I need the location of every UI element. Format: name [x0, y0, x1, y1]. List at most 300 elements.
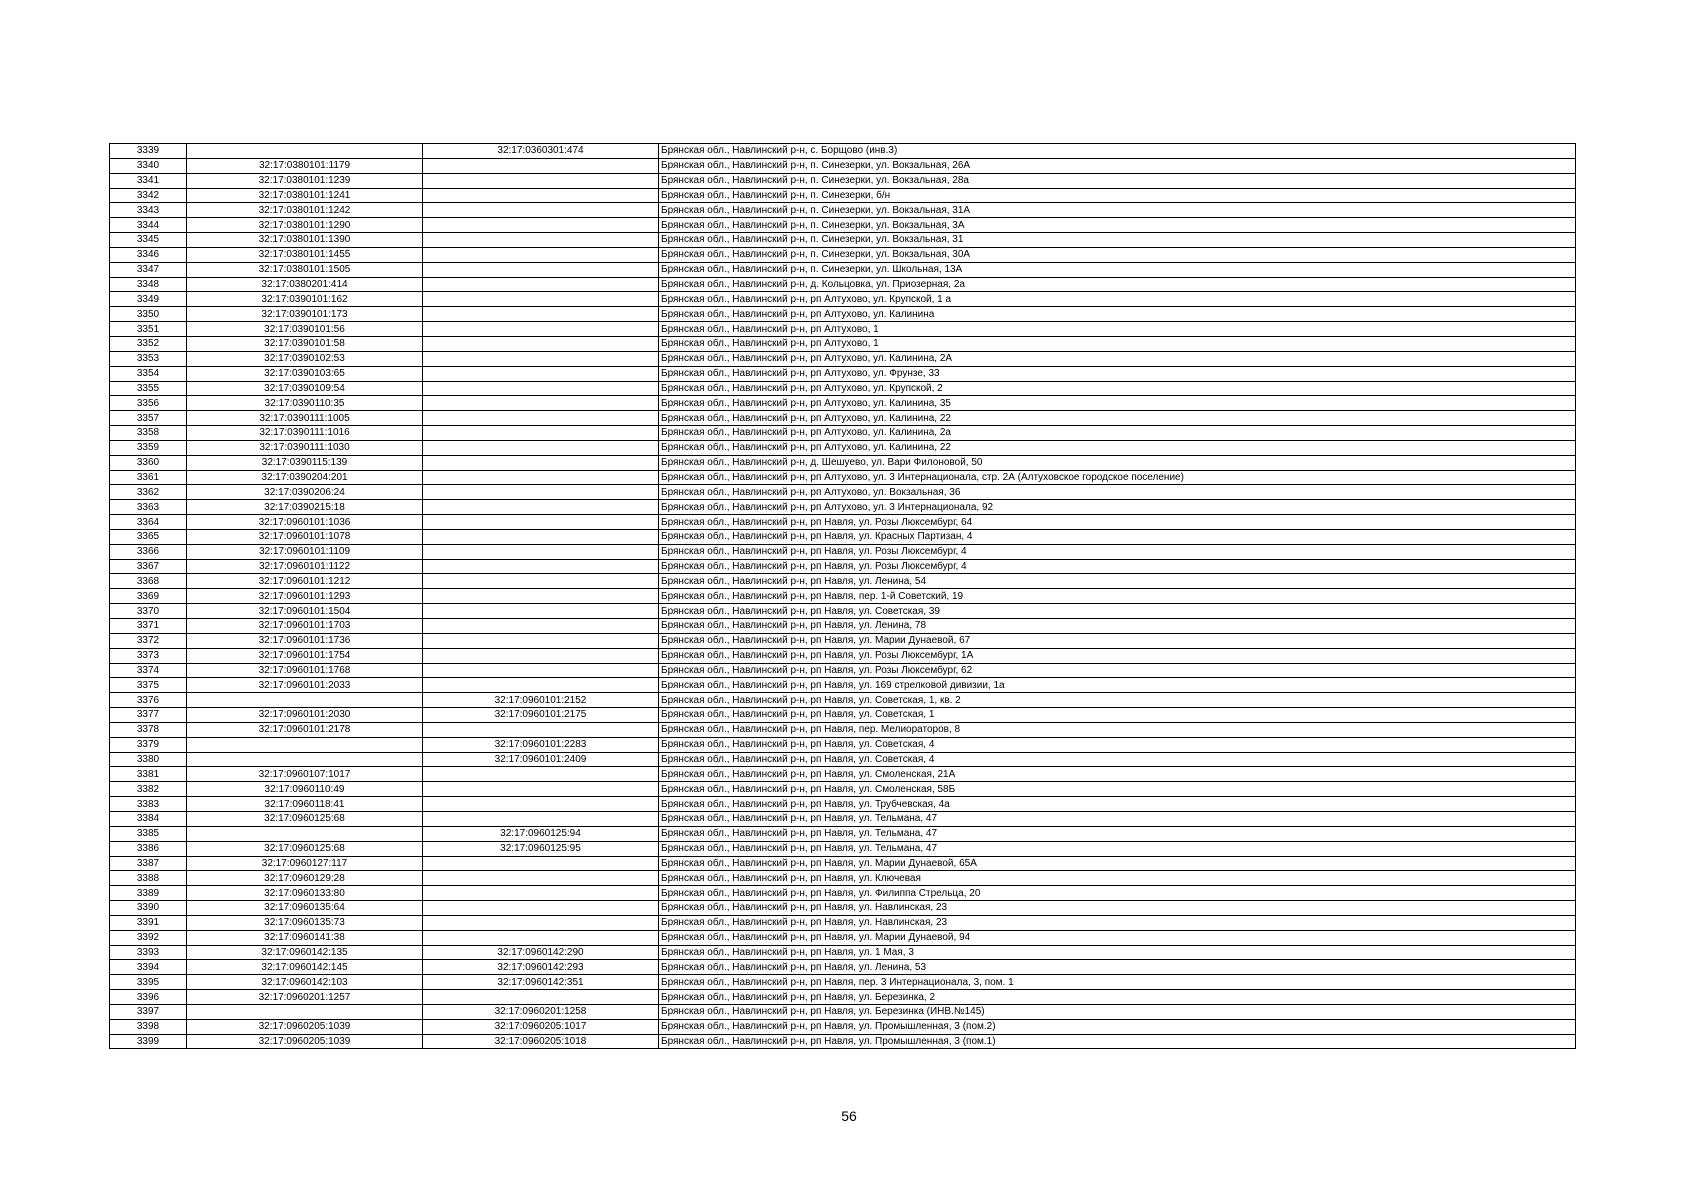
related-cadastral-number-cell: [423, 411, 659, 426]
address-cell: Брянская обл., Навлинский р-н, п. Синезерки, ул. Вокзальная, 3А: [659, 218, 1576, 233]
address-cell: Брянская обл., Навлинский р-н, рп Навля, ул. Березинка, 2: [659, 990, 1576, 1005]
cadastral-number-cell: 32:17:0960101:1078: [187, 529, 423, 544]
related-cadastral-number-cell: 32:17:0960101:2152: [423, 693, 659, 708]
address-cell: Брянская обл., Навлинский р-н, рп Алтухово, ул. Калинина, 35: [659, 396, 1576, 411]
table-row: [110, 960, 1576, 975]
related-cadastral-number-cell: [423, 722, 659, 737]
table-row: [110, 158, 1576, 173]
table-row: [110, 203, 1576, 218]
cadastral-number-cell: [187, 737, 423, 752]
cadastral-number-cell: 32:17:0960101:1736: [187, 633, 423, 648]
table-row: [110, 396, 1576, 411]
row-number-cell: 3362: [110, 485, 187, 500]
table-row: [110, 871, 1576, 886]
related-cadastral-number-cell: [423, 307, 659, 322]
cadastral-number-cell: [187, 752, 423, 767]
related-cadastral-number-cell: [423, 797, 659, 812]
cadastral-number-cell: 32:17:0960101:1703: [187, 619, 423, 634]
table-row: [110, 604, 1576, 619]
table-row: [110, 500, 1576, 515]
table-row: [110, 663, 1576, 678]
cadastral-number-cell: 32:17:0960205:1039: [187, 1019, 423, 1034]
related-cadastral-number-cell: 32:17:0960201:1258: [423, 1004, 659, 1019]
related-cadastral-number-cell: [423, 396, 659, 411]
page-number: 56: [841, 1108, 857, 1124]
row-number-cell: 3385: [110, 826, 187, 841]
address-cell: Брянская обл., Навлинский р-н, рп Навля, ул. Советская, 1, кв. 2: [659, 693, 1576, 708]
table-row: [110, 233, 1576, 248]
row-number-cell: 3354: [110, 366, 187, 381]
cadastral-number-cell: [187, 1004, 423, 1019]
address-cell: Брянская обл., Навлинский р-н, рп Навля, ул. Тельмана, 47: [659, 811, 1576, 826]
address-cell: Брянская обл., Навлинский р-н, рп Навля, ул. Розы Люксембург, 1А: [659, 648, 1576, 663]
row-number-cell: 3339: [110, 144, 187, 159]
cadastral-number-cell: 32:17:0390111:1030: [187, 440, 423, 455]
table-row: [110, 426, 1576, 441]
address-cell: Брянская обл., Навлинский р-н, рп Навля, ул. Ленина, 54: [659, 574, 1576, 589]
row-number-cell: 3351: [110, 322, 187, 337]
address-cell: Брянская обл., Навлинский р-н, рп Навля, ул. Марии Дунаевой, 65А: [659, 856, 1576, 871]
address-cell: Брянская обл., Навлинский р-н, рп Навля, ул. Розы Люксембург, 4: [659, 544, 1576, 559]
address-cell: Брянская обл., Навлинский р-н, рп Алтухово, ул. Вокзальная, 36: [659, 485, 1576, 500]
row-number-cell: 3353: [110, 351, 187, 366]
row-number-cell: 3364: [110, 515, 187, 530]
address-cell: Брянская обл., Навлинский р-н, рп Алтухово, ул. Крупской, 1 а: [659, 292, 1576, 307]
address-cell: Брянская обл., Навлинский р-н, рп Алтухово, ул. Фрунзе, 33: [659, 366, 1576, 381]
table-row: [110, 173, 1576, 188]
related-cadastral-number-cell: [423, 485, 659, 500]
related-cadastral-number-cell: [423, 633, 659, 648]
cadastral-number-cell: 32:17:0960101:1122: [187, 559, 423, 574]
related-cadastral-number-cell: [423, 559, 659, 574]
table-row: [110, 633, 1576, 648]
related-cadastral-number-cell: [423, 767, 659, 782]
row-number-cell: 3395: [110, 975, 187, 990]
table-row: [110, 1004, 1576, 1019]
related-cadastral-number-cell: [423, 544, 659, 559]
related-cadastral-number-cell: [423, 604, 659, 619]
cadastral-number-cell: 32:17:0960201:1257: [187, 990, 423, 1005]
cadastral-number-cell: 32:17:0960125:68: [187, 811, 423, 826]
address-cell: Брянская обл., Навлинский р-н, рп Алтухово, ул. Калинина, 2а: [659, 426, 1576, 441]
address-cell: Брянская обл., Навлинский р-н, рп Навля, ул. Промышленная, 3 (пом.1): [659, 1034, 1576, 1049]
related-cadastral-number-cell: [423, 589, 659, 604]
row-number-cell: 3375: [110, 678, 187, 693]
table-row: [110, 292, 1576, 307]
cadastral-number-cell: 32:17:0380101:1179: [187, 158, 423, 173]
address-cell: Брянская обл., Навлинский р-н, рп Навля, ул. 1 Мая, 3: [659, 945, 1576, 960]
address-cell: Брянская обл., Навлинский р-н, рп Навля, ул. Тельмана, 47: [659, 841, 1576, 856]
table-row: [110, 797, 1576, 812]
table-row: [110, 1019, 1576, 1034]
row-number-cell: 3360: [110, 455, 187, 470]
address-cell: Брянская обл., Навлинский р-н, с. Борщово (инв.3): [659, 144, 1576, 159]
row-number-cell: 3348: [110, 277, 187, 292]
table-row: [110, 455, 1576, 470]
row-number-cell: 3386: [110, 841, 187, 856]
cadastral-number-cell: 32:17:0390110:35: [187, 396, 423, 411]
row-number-cell: 3341: [110, 173, 187, 188]
related-cadastral-number-cell: 32:17:0960205:1017: [423, 1019, 659, 1034]
related-cadastral-number-cell: 32:17:0960142:351: [423, 975, 659, 990]
related-cadastral-number-cell: [423, 233, 659, 248]
address-cell: Брянская обл., Навлинский р-н, рп Алтухово, ул. Крупской, 2: [659, 381, 1576, 396]
related-cadastral-number-cell: [423, 619, 659, 634]
address-cell: Брянская обл., Навлинский р-н, рп Навля, ул. Смоленская, 21А: [659, 767, 1576, 782]
related-cadastral-number-cell: [423, 277, 659, 292]
row-number-cell: 3357: [110, 411, 187, 426]
cadastral-number-cell: 32:17:0960125:68: [187, 841, 423, 856]
address-cell: Брянская обл., Навлинский р-н, п. Синезерки, ул. Вокзальная, 30А: [659, 247, 1576, 262]
row-number-cell: 3366: [110, 544, 187, 559]
address-cell: Брянская обл., Навлинский р-н, п. Синезерки, ул. Школьная, 13А: [659, 262, 1576, 277]
row-number-cell: 3346: [110, 247, 187, 262]
row-number-cell: 3376: [110, 693, 187, 708]
table-row: [110, 262, 1576, 277]
cadastral-number-cell: 32:17:0390115:139: [187, 455, 423, 470]
related-cadastral-number-cell: [423, 871, 659, 886]
cadastral-number-cell: 32:17:0390101:173: [187, 307, 423, 322]
address-cell: Брянская обл., Навлинский р-н, рп Алтухово, ул. Калинина, 22: [659, 411, 1576, 426]
row-number-cell: 3344: [110, 218, 187, 233]
row-number-cell: 3342: [110, 188, 187, 203]
cadastral-number-cell: [187, 693, 423, 708]
row-number-cell: 3381: [110, 767, 187, 782]
related-cadastral-number-cell: [423, 426, 659, 441]
row-number-cell: 3396: [110, 990, 187, 1005]
address-cell: Брянская обл., Навлинский р-н, рп Алтухово, ул. 3 Интернационала, стр. 2А (Алтуховское городское поселение): [659, 470, 1576, 485]
address-cell: Брянская обл., Навлинский р-н, д. Шешуево, ул. Вари Филоновой, 50: [659, 455, 1576, 470]
related-cadastral-number-cell: [423, 856, 659, 871]
row-number-cell: 3373: [110, 648, 187, 663]
row-number-cell: 3389: [110, 886, 187, 901]
address-cell: Брянская обл., Навлинский р-н, рп Навля, ул. Навлинская, 23: [659, 915, 1576, 930]
address-cell: Брянская обл., Навлинский р-н, рп Навля, пер. 3 Интернационала, 3, пом. 1: [659, 975, 1576, 990]
cadastral-number-cell: 32:17:0960110:49: [187, 782, 423, 797]
address-cell: Брянская обл., Навлинский р-н, п. Синезерки, ул. Вокзальная, 31А: [659, 203, 1576, 218]
cadastral-number-cell: 32:17:0960142:103: [187, 975, 423, 990]
table-row: [110, 841, 1576, 856]
cadastral-number-cell: 32:17:0380201:414: [187, 277, 423, 292]
address-cell: Брянская обл., Навлинский р-н, п. Синезерки, б/н: [659, 188, 1576, 203]
row-number-cell: 3358: [110, 426, 187, 441]
row-number-cell: 3394: [110, 960, 187, 975]
cadastral-number-cell: 32:17:0960101:1768: [187, 663, 423, 678]
address-cell: Брянская обл., Навлинский р-н, рп Навля, ул. Навлинская, 23: [659, 901, 1576, 916]
related-cadastral-number-cell: [423, 574, 659, 589]
row-number-cell: 3398: [110, 1019, 187, 1034]
row-number-cell: 3340: [110, 158, 187, 173]
related-cadastral-number-cell: [423, 336, 659, 351]
related-cadastral-number-cell: [423, 886, 659, 901]
related-cadastral-number-cell: [423, 351, 659, 366]
related-cadastral-number-cell: [423, 515, 659, 530]
row-number-cell: 3378: [110, 722, 187, 737]
address-cell: Брянская обл., Навлинский р-н, рп Навля, ул. Советская, 1: [659, 708, 1576, 723]
related-cadastral-number-cell: [423, 915, 659, 930]
cadastral-number-cell: 32:17:0390101:56: [187, 322, 423, 337]
row-number-cell: 3391: [110, 915, 187, 930]
related-cadastral-number-cell: [423, 440, 659, 455]
address-cell: Брянская обл., Навлинский р-н, рп Навля, ул. Красных Партизан, 4: [659, 529, 1576, 544]
related-cadastral-number-cell: [423, 188, 659, 203]
row-number-cell: 3343: [110, 203, 187, 218]
address-cell: Брянская обл., Навлинский р-н, рп Навля, ул. Ленина, 53: [659, 960, 1576, 975]
related-cadastral-number-cell: [423, 470, 659, 485]
cadastral-number-cell: [187, 826, 423, 841]
cadastral-number-cell: 32:17:0960107:1017: [187, 767, 423, 782]
related-cadastral-number-cell: 32:17:0960205:1018: [423, 1034, 659, 1049]
row-number-cell: 3347: [110, 262, 187, 277]
related-cadastral-number-cell: [423, 322, 659, 337]
cadastral-number-cell: 32:17:0390101:58: [187, 336, 423, 351]
cadastral-number-cell: 32:17:0960101:1293: [187, 589, 423, 604]
address-cell: Брянская обл., Навлинский р-н, рп Навля, пер. 1-й Советский, 19: [659, 589, 1576, 604]
related-cadastral-number-cell: 32:17:0960125:94: [423, 826, 659, 841]
table-row: [110, 470, 1576, 485]
table-row: [110, 886, 1576, 901]
row-number-cell: 3356: [110, 396, 187, 411]
row-number-cell: 3380: [110, 752, 187, 767]
row-number-cell: 3382: [110, 782, 187, 797]
row-number-cell: 3388: [110, 871, 187, 886]
row-number-cell: 3390: [110, 901, 187, 916]
cadastral-number-cell: 32:17:0960101:2178: [187, 722, 423, 737]
table-row: [110, 856, 1576, 871]
row-number-cell: 3393: [110, 945, 187, 960]
cadastral-number-cell: 32:17:0960127:117: [187, 856, 423, 871]
row-number-cell: 3370: [110, 604, 187, 619]
cadastral-number-cell: 32:17:0960205:1039: [187, 1034, 423, 1049]
row-number-cell: 3369: [110, 589, 187, 604]
related-cadastral-number-cell: 32:17:0960125:95: [423, 841, 659, 856]
cadastral-number-cell: 32:17:0380101:1241: [187, 188, 423, 203]
table-row: [110, 247, 1576, 262]
table-row: [110, 589, 1576, 604]
related-cadastral-number-cell: 32:17:0960101:2175: [423, 708, 659, 723]
address-cell: Брянская обл., Навлинский р-н, рп Навля, ул. Советская, 39: [659, 604, 1576, 619]
table-row: [110, 440, 1576, 455]
table-row: [110, 693, 1576, 708]
cadastral-number-cell: 32:17:0960142:135: [187, 945, 423, 960]
address-cell: Брянская обл., Навлинский р-н, рп Навля, ул. Марии Дунаевой, 94: [659, 930, 1576, 945]
address-cell: Брянская обл., Навлинский р-н, рп Навля, ул. Ключевая: [659, 871, 1576, 886]
related-cadastral-number-cell: [423, 173, 659, 188]
registry-table: [109, 143, 1576, 1049]
row-number-cell: 3371: [110, 619, 187, 634]
row-number-cell: 3383: [110, 797, 187, 812]
table-row: [110, 975, 1576, 990]
table-row: [110, 678, 1576, 693]
address-cell: Брянская обл., Навлинский р-н, рп Навля, ул. Промышленная, 3 (пом.2): [659, 1019, 1576, 1034]
related-cadastral-number-cell: 32:17:0960142:293: [423, 960, 659, 975]
address-cell: Брянская обл., Навлинский р-н, рп Навля, ул. Розы Люксембург, 4: [659, 559, 1576, 574]
cadastral-number-cell: 32:17:0380101:1242: [187, 203, 423, 218]
address-cell: Брянская обл., Навлинский р-н, рп Навля, ул. Трубчевская, 4а: [659, 797, 1576, 812]
table-row: [110, 411, 1576, 426]
row-number-cell: 3399: [110, 1034, 187, 1049]
address-cell: Брянская обл., Навлинский р-н, рп Навля, ул. Березинка (ИНВ.№145): [659, 1004, 1576, 1019]
cadastral-number-cell: 32:17:0380101:1290: [187, 218, 423, 233]
cadastral-number-cell: [187, 144, 423, 159]
address-cell: Брянская обл., Навлинский р-н, рп Навля, ул. Тельмана, 47: [659, 826, 1576, 841]
address-cell: Брянская обл., Навлинский р-н, п. Синезерки, ул. Вокзальная, 28а: [659, 173, 1576, 188]
registry-table-body: [110, 144, 1576, 1049]
address-cell: Брянская обл., Навлинский р-н, рп Навля, ул. Советская, 4: [659, 737, 1576, 752]
row-number-cell: 3374: [110, 663, 187, 678]
address-cell: Брянская обл., Навлинский р-н, рп Навля, ул. Розы Люксембург, 62: [659, 663, 1576, 678]
row-number-cell: 3350: [110, 307, 187, 322]
table-row: [110, 544, 1576, 559]
row-number-cell: 3355: [110, 381, 187, 396]
address-cell: Брянская обл., Навлинский р-н, д. Кольцовка, ул. Приозерная, 2а: [659, 277, 1576, 292]
row-number-cell: 3377: [110, 708, 187, 723]
table-row: [110, 336, 1576, 351]
table-row: [110, 574, 1576, 589]
related-cadastral-number-cell: [423, 648, 659, 663]
table-row: [110, 366, 1576, 381]
cadastral-number-cell: 32:17:0960142:145: [187, 960, 423, 975]
address-cell: Брянская обл., Навлинский р-н, рп Алтухово, ул. 3 Интернационала, 92: [659, 500, 1576, 515]
cadastral-number-cell: 32:17:0960129:28: [187, 871, 423, 886]
cadastral-number-cell: 32:17:0380101:1455: [187, 247, 423, 262]
related-cadastral-number-cell: [423, 930, 659, 945]
cadastral-number-cell: 32:17:0960101:1109: [187, 544, 423, 559]
table-row: [110, 930, 1576, 945]
table-row: [110, 351, 1576, 366]
address-cell: Брянская обл., Навлинский р-н, рп Навля, пер. Мелиораторов, 8: [659, 722, 1576, 737]
cadastral-number-cell: 32:17:0390111:1016: [187, 426, 423, 441]
cadastral-number-cell: 32:17:0390111:1005: [187, 411, 423, 426]
table-row: [110, 529, 1576, 544]
row-number-cell: 3345: [110, 233, 187, 248]
related-cadastral-number-cell: [423, 529, 659, 544]
related-cadastral-number-cell: 32:17:0960142:290: [423, 945, 659, 960]
cadastral-number-cell: 32:17:0380101:1239: [187, 173, 423, 188]
table-row: [110, 485, 1576, 500]
cadastral-number-cell: 32:17:0390206:24: [187, 485, 423, 500]
row-number-cell: 3363: [110, 500, 187, 515]
cadastral-number-cell: 32:17:0390101:162: [187, 292, 423, 307]
table-row: [110, 188, 1576, 203]
row-number-cell: 3379: [110, 737, 187, 752]
related-cadastral-number-cell: 32:17:0360301:474: [423, 144, 659, 159]
table-row: [110, 277, 1576, 292]
table-row: [110, 811, 1576, 826]
cadastral-number-cell: 32:17:0960118:41: [187, 797, 423, 812]
address-cell: Брянская обл., Навлинский р-н, рп Алтухово, ул. Калинина, 22: [659, 440, 1576, 455]
table-row: [110, 648, 1576, 663]
table-row: [110, 915, 1576, 930]
related-cadastral-number-cell: [423, 218, 659, 233]
table-row: [110, 782, 1576, 797]
related-cadastral-number-cell: [423, 782, 659, 797]
table-row: [110, 708, 1576, 723]
cadastral-number-cell: 32:17:0960135:64: [187, 901, 423, 916]
table-row: [110, 322, 1576, 337]
table-row: [110, 1034, 1576, 1049]
cadastral-number-cell: 32:17:0960141:38: [187, 930, 423, 945]
table-row: [110, 307, 1576, 322]
related-cadastral-number-cell: [423, 500, 659, 515]
cadastral-number-cell: 32:17:0380101:1505: [187, 262, 423, 277]
related-cadastral-number-cell: [423, 990, 659, 1005]
cadastral-number-cell: 32:17:0960101:1504: [187, 604, 423, 619]
address-cell: Брянская обл., Навлинский р-н, рп Навля, ул. 169 стрелковой дивизии, 1а: [659, 678, 1576, 693]
address-cell: Брянская обл., Навлинский р-н, рп Навля, ул. Смоленская, 58Б: [659, 782, 1576, 797]
table-row: [110, 826, 1576, 841]
cadastral-number-cell: 32:17:0390102:53: [187, 351, 423, 366]
table-row: [110, 559, 1576, 574]
table-row: [110, 619, 1576, 634]
row-number-cell: 3352: [110, 336, 187, 351]
row-number-cell: 3387: [110, 856, 187, 871]
cadastral-number-cell: 32:17:0390215:18: [187, 500, 423, 515]
table-row: [110, 218, 1576, 233]
row-number-cell: 3359: [110, 440, 187, 455]
address-cell: Брянская обл., Навлинский р-н, рп Алтухово, 1: [659, 336, 1576, 351]
address-cell: Брянская обл., Навлинский р-н, рп Алтухово, ул. Калинина, 2А: [659, 351, 1576, 366]
related-cadastral-number-cell: [423, 247, 659, 262]
row-number-cell: 3392: [110, 930, 187, 945]
cadastral-number-cell: 32:17:0390103:65: [187, 366, 423, 381]
cadastral-number-cell: 32:17:0960101:1036: [187, 515, 423, 530]
address-cell: Брянская обл., Навлинский р-н, рп Алтухово, 1: [659, 322, 1576, 337]
address-cell: Брянская обл., Навлинский р-н, рп Навля, ул. Советская, 4: [659, 752, 1576, 767]
cadastral-number-cell: 32:17:0390109:54: [187, 381, 423, 396]
address-cell: Брянская обл., Навлинский р-н, рп Навля, ул. Ленина, 78: [659, 619, 1576, 634]
related-cadastral-number-cell: 32:17:0960101:2409: [423, 752, 659, 767]
table-row: [110, 381, 1576, 396]
address-cell: Брянская обл., Навлинский р-н, рп Навля, ул. Розы Люксембург, 64: [659, 515, 1576, 530]
address-cell: Брянская обл., Навлинский р-н, рп Навля, ул. Марии Дунаевой, 67: [659, 633, 1576, 648]
table-row: [110, 144, 1576, 159]
table-row: [110, 901, 1576, 916]
related-cadastral-number-cell: [423, 158, 659, 173]
row-number-cell: 3349: [110, 292, 187, 307]
table-row: [110, 990, 1576, 1005]
cadastral-number-cell: 32:17:0960101:2030: [187, 708, 423, 723]
address-cell: Брянская обл., Навлинский р-н, п. Синезерки, ул. Вокзальная, 26А: [659, 158, 1576, 173]
row-number-cell: 3397: [110, 1004, 187, 1019]
related-cadastral-number-cell: [423, 901, 659, 916]
cadastral-number-cell: 32:17:0960101:1754: [187, 648, 423, 663]
table-row: [110, 722, 1576, 737]
row-number-cell: 3365: [110, 529, 187, 544]
row-number-cell: 3361: [110, 470, 187, 485]
table-row: [110, 752, 1576, 767]
related-cadastral-number-cell: [423, 203, 659, 218]
row-number-cell: 3372: [110, 633, 187, 648]
related-cadastral-number-cell: [423, 366, 659, 381]
address-cell: Брянская обл., Навлинский р-н, рп Алтухово, ул. Калинина: [659, 307, 1576, 322]
table-row: [110, 945, 1576, 960]
related-cadastral-number-cell: 32:17:0960101:2283: [423, 737, 659, 752]
row-number-cell: 3384: [110, 811, 187, 826]
related-cadastral-number-cell: [423, 292, 659, 307]
cadastral-number-cell: 32:17:0390204:201: [187, 470, 423, 485]
related-cadastral-number-cell: [423, 381, 659, 396]
row-number-cell: 3368: [110, 574, 187, 589]
table-row: [110, 767, 1576, 782]
cadastral-number-cell: 32:17:0960101:1212: [187, 574, 423, 589]
cadastral-number-cell: 32:17:0960133:80: [187, 886, 423, 901]
address-cell: Брянская обл., Навлинский р-н, п. Синезерки, ул. Вокзальная, 31: [659, 233, 1576, 248]
related-cadastral-number-cell: [423, 663, 659, 678]
table-row: [110, 737, 1576, 752]
address-cell: Брянская обл., Навлинский р-н, рп Навля, ул. Филиппа Стрельца, 20: [659, 886, 1576, 901]
related-cadastral-number-cell: [423, 811, 659, 826]
